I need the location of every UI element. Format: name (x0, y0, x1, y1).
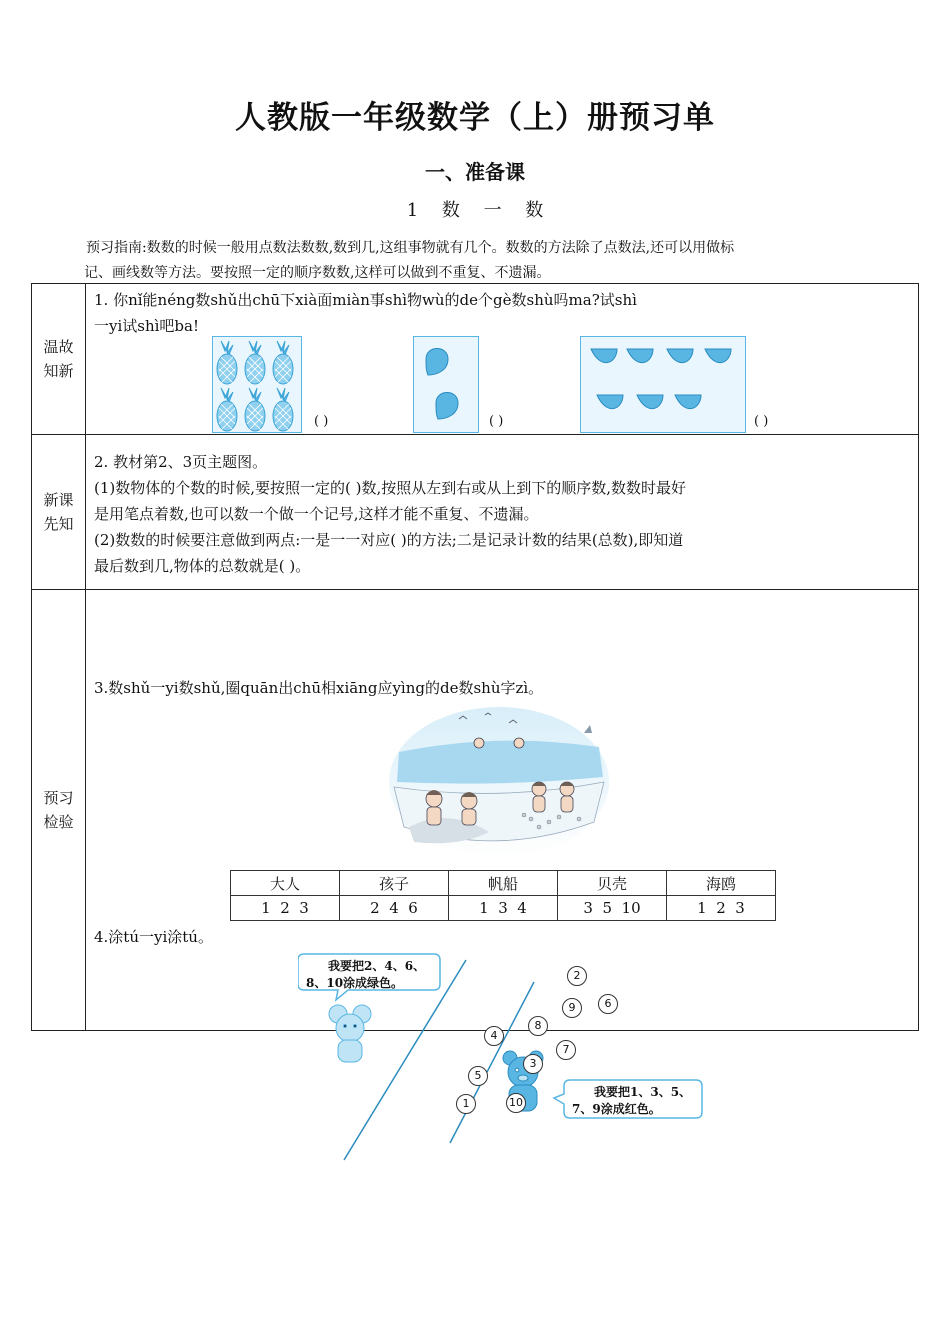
pineapple-icon (213, 337, 301, 432)
number-circle[interactable]: 2 (567, 966, 587, 986)
guide-line: 记、画线数等方法。要按照一定的顺序数数,这样可以做到不重复、不遗漏。 (84, 265, 551, 281)
number-circle[interactable]: 4 (484, 1026, 504, 1046)
number-circle[interactable]: 8 (528, 1016, 548, 1036)
count-table (230, 870, 776, 921)
count-header: 大人 (231, 871, 340, 896)
mouse-icon (329, 1005, 371, 1062)
lesson-heading: 1 数 一 数 (406, 200, 544, 221)
speech-line: 7、9涂成红色。 (572, 1102, 661, 1116)
count-options[interactable]: 1 2 3 (667, 896, 776, 921)
question-4: 4.涂tú一yi涂tú。 (94, 928, 213, 946)
question-line: 最后数到几,物体的总数就是( )。 (94, 557, 311, 575)
question-line: (1)数物体的个数的时候,要按照一定的( )数,按照从左到右或从上到下的顺序数,数数时最好 (94, 479, 687, 497)
beach-scene-picture (389, 707, 609, 857)
question-line: 1. 你nǐ能néng数shǔ出chū下xià面miàn事shì物wù的de个gè数shù吗ma?试shì (94, 291, 637, 309)
question-2 (94, 449, 904, 579)
number-circle[interactable]: 10 (506, 1093, 526, 1113)
label-line: 知新 (43, 362, 74, 380)
speech-right (572, 1084, 692, 1118)
number-circle[interactable]: 5 (468, 1066, 488, 1086)
number-circle[interactable]: 6 (598, 994, 618, 1014)
guide-line: 预习指南:数数的时候一般用点数法数数,数到几,这组事物就有几个。数数的方法除了点数法,还可以用做标 (86, 240, 735, 256)
count-header: 帆船 (449, 871, 558, 896)
peach-icon (414, 337, 478, 432)
question-line: 2. 教材第2、3页主题图。 (94, 453, 268, 471)
count-options[interactable]: 1 3 4 (449, 896, 558, 921)
label-line: 预习 (43, 789, 74, 807)
speech-left (306, 958, 426, 992)
label-line: 检验 (43, 813, 74, 831)
question-3: 3.数shǔ一yi数shǔ,圈quān出chū相xiāng应yìng的de数shù字zì。 (94, 679, 544, 697)
number-circle[interactable]: 9 (562, 998, 582, 1018)
section-heading: 一、准备课 (425, 160, 525, 184)
preview-guide (84, 236, 884, 286)
count-header: 海鸥 (667, 871, 776, 896)
speech-line: 我要把1、3、5、 (594, 1085, 692, 1099)
count-options[interactable]: 1 2 3 (231, 896, 340, 921)
watermelon-picture (580, 336, 746, 433)
answer-blank[interactable]: ( ) (489, 414, 504, 429)
label-line: 先知 (43, 515, 74, 533)
pineapple-picture (212, 336, 302, 433)
page-title: 人教版一年级数学（上）册预习单 (235, 100, 715, 136)
answer-blank[interactable]: ( ) (754, 414, 769, 429)
question-line: (2)数数的时候要注意做到两点:一是一一对应( )的方法;二是记录计数的结果(总数),即知道 (94, 531, 684, 549)
watermelon-icon (581, 337, 745, 432)
label-line: 新课 (43, 491, 74, 509)
question-line: 一yi试shì吧ba! (94, 317, 200, 335)
count-header: 贝壳 (558, 871, 667, 896)
question-1 (94, 287, 904, 339)
review-cell (86, 284, 919, 435)
number-circle[interactable]: 7 (556, 1040, 576, 1060)
new-lesson-cell (86, 435, 919, 590)
question-line: 是用笔点着数,也可以数一个做一个记号,这样才能不重复、不遗漏。 (94, 505, 539, 523)
check-cell (86, 590, 919, 1116)
number-circle[interactable]: 1 (456, 1094, 476, 1114)
number-circle[interactable]: 3 (523, 1054, 543, 1074)
answer-blank[interactable]: ( ) (314, 414, 329, 429)
row-label-check (32, 590, 86, 1031)
row-label-review (32, 284, 86, 435)
count-options[interactable]: 2 4 6 (340, 896, 449, 921)
row-label-new-lesson (32, 435, 86, 590)
count-header: 孩子 (340, 871, 449, 896)
coloring-activity (298, 948, 708, 1163)
count-options[interactable]: 3 5 10 (558, 896, 667, 921)
worksheet-table (31, 283, 919, 1116)
label-line: 温故 (43, 338, 74, 356)
speech-line: 我要把2、4、6、 (328, 959, 426, 973)
speech-line: 8、10涂成绿色。 (306, 976, 404, 990)
peach-picture (413, 336, 479, 433)
